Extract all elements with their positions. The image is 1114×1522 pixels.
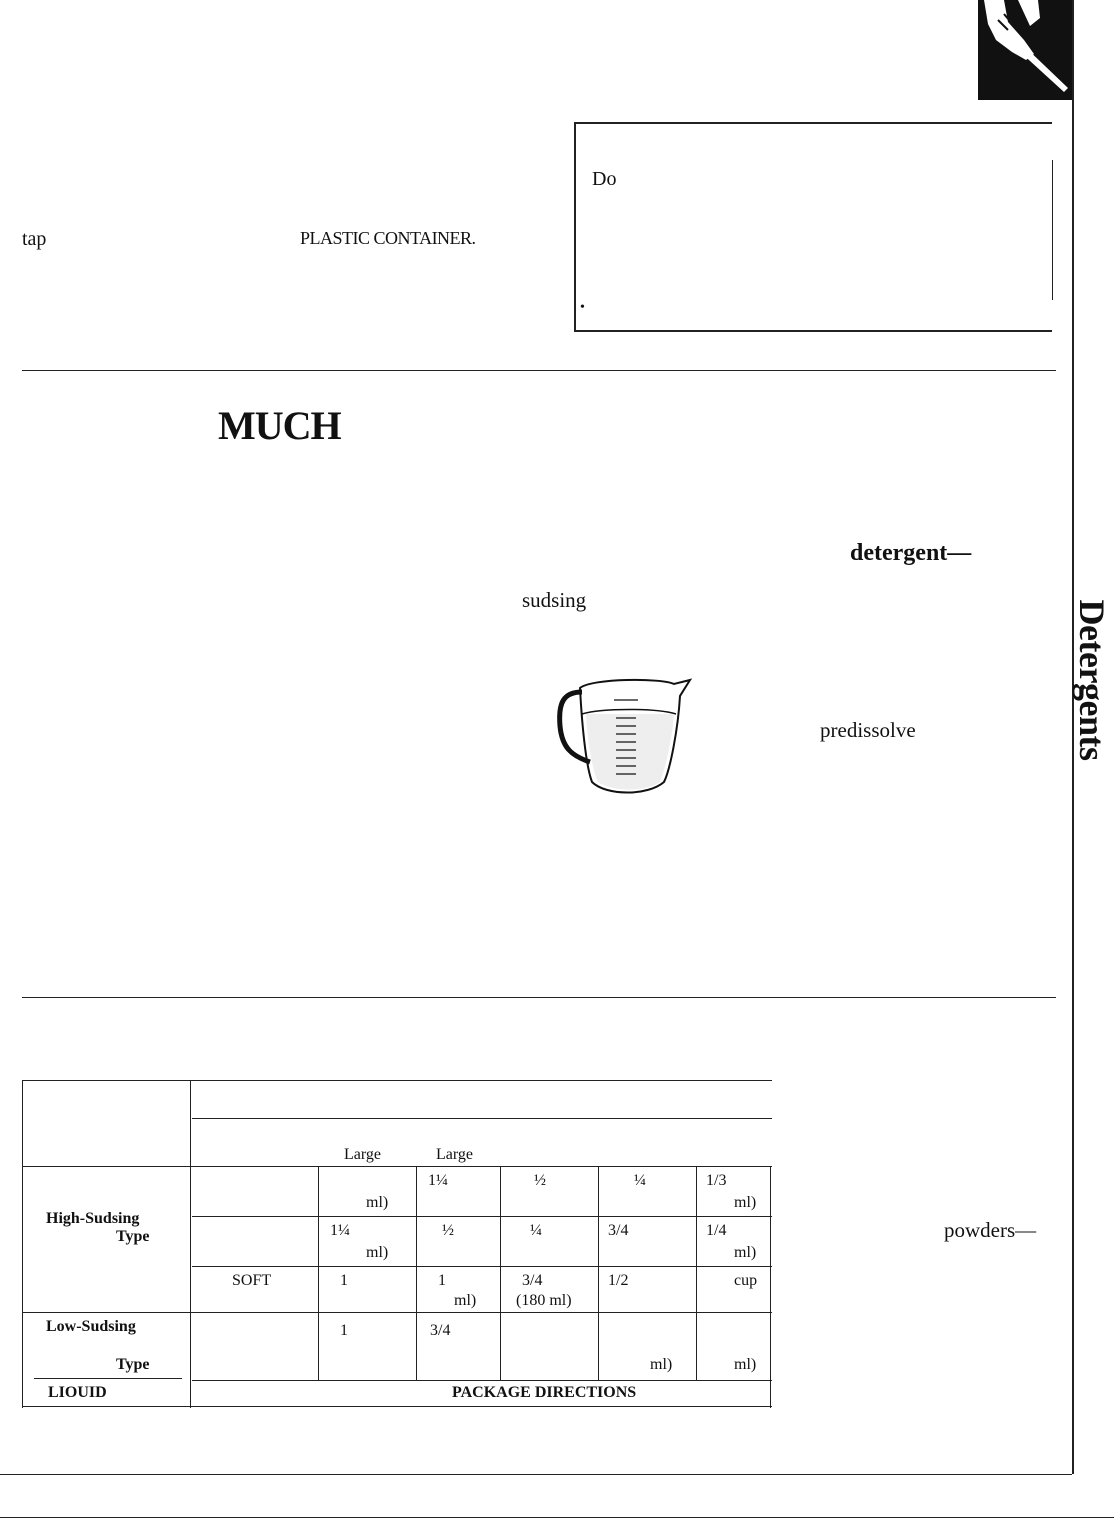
table-cell: ml) (734, 1194, 757, 1211)
row-label-high-sudsing: High-Sudsing (46, 1210, 140, 1227)
table-cell: ml) (454, 1292, 477, 1309)
warning-bullet: • (580, 300, 585, 315)
table-cell: 1 (438, 1272, 446, 1289)
row-label-liquid: LIOUID (48, 1384, 107, 1401)
table-cell: cup (734, 1272, 758, 1289)
table-cell: ½ (534, 1172, 546, 1189)
fragment-predissolve: predissolve (820, 718, 916, 742)
header-size: Large (344, 1146, 382, 1163)
fragment-sudsing: sudsing (522, 588, 587, 612)
table-cell: 3/4 (522, 1272, 543, 1289)
table-cell: 1 (340, 1322, 348, 1339)
table-cell: 1/2 (608, 1272, 629, 1289)
row-label-low-sudsing: Low-Sudsing (46, 1318, 136, 1335)
warning-box (574, 122, 1052, 332)
fragment-powders: powders— (944, 1218, 1037, 1242)
fragment-plastic-container: PLASTIC CONTAINER. (300, 228, 476, 248)
table-cell: 3/4 (430, 1322, 451, 1339)
table-cell: ¼ (634, 1172, 646, 1189)
table-cell: 1/3 (706, 1172, 727, 1189)
page-footer-rule (0, 1474, 1072, 1475)
table-cell: 1 (340, 1272, 348, 1289)
row-label-type: Type (116, 1228, 150, 1245)
hand-pen-icon (978, 0, 1074, 100)
table-cell: ½ (442, 1222, 454, 1239)
warning-line-do: Do (592, 168, 617, 190)
table-cell: 1/4 (706, 1222, 727, 1239)
table-cell: SOFT (232, 1272, 272, 1289)
table-cell: ml) (366, 1194, 389, 1211)
fragment-tap: tap (22, 228, 47, 250)
table-cell: ml) (734, 1244, 757, 1261)
page-bottom-rule (0, 1517, 1114, 1518)
warning-box-right-rule (1052, 160, 1053, 300)
fragment-detergent: detergent— (850, 540, 972, 566)
table-cell: ml) (366, 1244, 389, 1261)
table-cell: ml) (734, 1356, 757, 1373)
table-cell: 1¼ (330, 1222, 350, 1239)
side-tab-title: Detergents (1072, 599, 1112, 761)
table-cell: 1¼ (428, 1172, 448, 1189)
row-label-type: Type (116, 1356, 150, 1373)
liquid-package-directions: PACKAGE DIRECTIONS (452, 1384, 637, 1401)
measuring-cup-icon (552, 670, 702, 800)
table-cell: 3/4 (608, 1222, 629, 1239)
table-cell: ml) (650, 1356, 673, 1373)
detergent-amount-table (22, 1080, 772, 1408)
table-cell: (180 ml) (516, 1292, 572, 1309)
header-size: Large (436, 1146, 474, 1163)
headline-much: MUCH (218, 403, 341, 448)
section-divider-top (22, 370, 1056, 371)
section-divider-bottom (22, 997, 1056, 998)
table-cell: ¼ (530, 1222, 542, 1239)
